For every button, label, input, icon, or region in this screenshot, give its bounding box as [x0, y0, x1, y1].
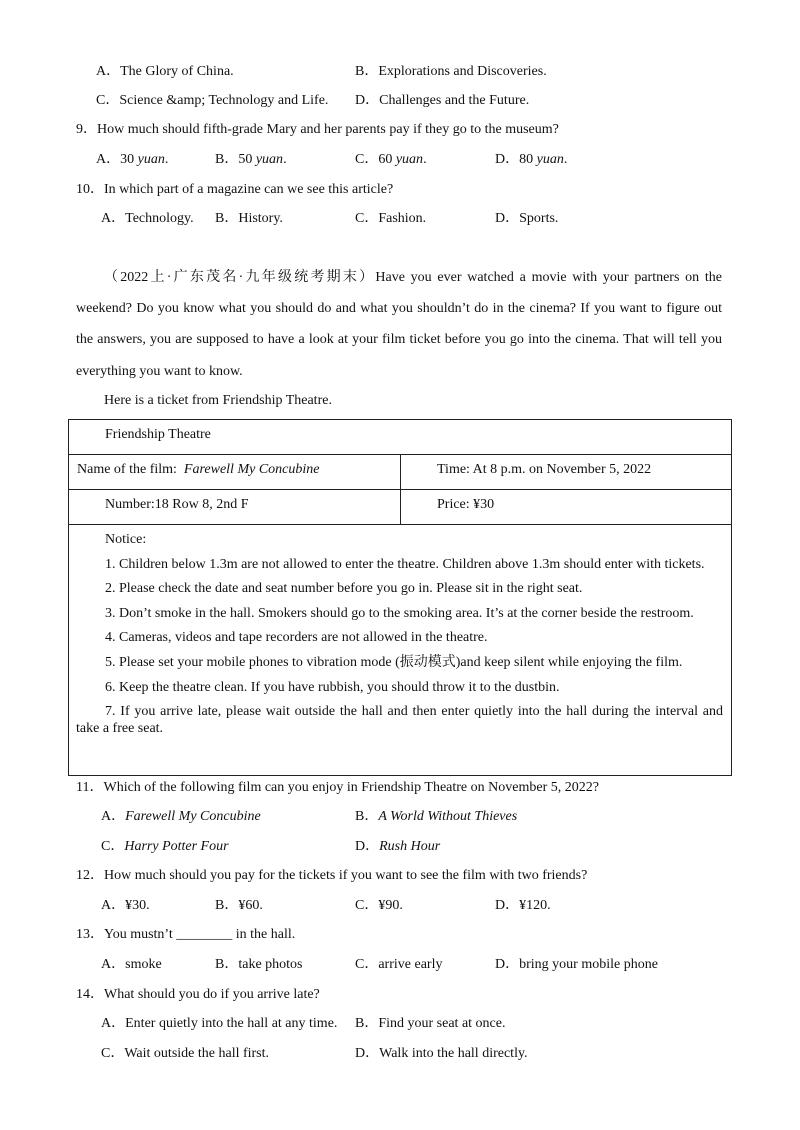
ticket-seat-number: Number:18 Row 8, 2nd F	[105, 497, 249, 512]
notice-item: 2. Please check the date and seat number before you go in. Please sit in the right seat.	[105, 581, 583, 596]
q13-option-b: B．take photos	[215, 957, 303, 972]
ticket-price: Price: ¥30	[437, 497, 495, 512]
film-name: Farewell My Concubine	[183, 462, 320, 477]
q8-option-b: B．Explorations and Discoveries.	[355, 64, 547, 79]
q13-stem: 13．You mustn’t ________ in the hall.	[76, 927, 296, 942]
ticket-price-cell	[401, 490, 732, 525]
q10-option-a: A．Technology.	[101, 211, 194, 226]
notice-item: 5. Please set your mobile phones to vibration mode (振动模式)and keep silent while enjoying the film.	[105, 655, 683, 670]
q11-option-b: B．A World Without Thieves	[355, 809, 518, 824]
q14-stem: 14．What should you do if you arrive late?	[76, 987, 320, 1002]
q12-option-b: B．¥60.	[215, 898, 263, 913]
q11-option-c: C．Harry Potter Four	[101, 839, 229, 854]
q13-option-a: A．smoke	[101, 957, 162, 972]
passage-line: weekend? Do you know what you should do and what you shouldn’t do in the cinema? If you want to figure out	[76, 301, 722, 316]
q11-option-d: D．Rush Hour	[355, 839, 441, 854]
ticket-number-cell	[69, 490, 401, 525]
q14-option-c: C．Wait outside the hall first.	[101, 1046, 270, 1061]
ticket-header-cell	[69, 420, 732, 455]
notice-item-continued: take a free seat.	[76, 721, 164, 736]
film-label: Name of the film:	[77, 462, 177, 477]
q9-option-b: B．50 yuan.	[215, 152, 287, 167]
q13-option-c: C．arrive early	[355, 957, 443, 972]
q14-option-d: D．Walk into the hall directly.	[355, 1046, 528, 1061]
q11-stem: 11．Which of the following film can you enjoy in Friendship Theatre on November 5, 2022?	[76, 780, 599, 795]
ticket-time: Time: At 8 p.m. on November 5, 2022	[437, 462, 652, 477]
q11-option-a: A．Farewell My Concubine	[101, 809, 261, 824]
passage-line: the answers, you are supposed to have a look at your film ticket before you go into the cinema. That will tell you	[76, 332, 722, 347]
ticket-film-cell	[69, 455, 401, 490]
ticket-time-cell	[401, 455, 732, 490]
ticket-table	[68, 419, 732, 776]
notice-item: 6. Keep the theatre clean. If you have rubbish, you should throw it to the dustbin.	[105, 680, 560, 695]
ticket-theatre-name: Friendship Theatre	[105, 427, 211, 442]
q8-option-c: C．Science &amp; Technology and Life.	[96, 93, 329, 108]
q8-option-d: D．Challenges and the Future.	[355, 93, 530, 108]
q9-stem: 9．How much should fifth-grade Mary and her parents pay if they go to the museum?	[76, 122, 559, 137]
q14-option-b: B．Find your seat at once.	[355, 1016, 506, 1031]
q12-option-d: D．¥120.	[495, 898, 551, 913]
reading-passage	[76, 269, 722, 389]
q10-stem: 10．In which part of a magazine can we see this article?	[76, 182, 394, 197]
notice-item: 3. Don’t smoke in the hall. Smokers should go to the smoking area. It’s at the corner beside the restroom.	[105, 606, 694, 621]
q9-option-c: C．60 yuan.	[355, 152, 427, 167]
ticket-notice-cell	[69, 525, 732, 776]
passage-intro: Here is a ticket from Friendship Theatre.	[104, 393, 332, 408]
q10-option-b: B．History.	[215, 211, 283, 226]
q9-option-d: D．80 yuan.	[495, 152, 568, 167]
q13-option-d: D．bring your mobile phone	[495, 957, 658, 972]
q12-stem: 12．How much should you pay for the tickets if you want to see the film with two friends?	[76, 868, 588, 883]
q12-option-a: A．¥30.	[101, 898, 150, 913]
q12-option-c: C．¥90.	[355, 898, 403, 913]
q8-option-a: A．The Glory of China.	[96, 64, 234, 79]
q9-option-a: A．30 yuan.	[96, 152, 169, 167]
notice-item: 4. Cameras, videos and tape recorders are not allowed in the theatre.	[105, 630, 488, 645]
q10-option-c: C．Fashion.	[355, 211, 427, 226]
notice-item: 1. Children below 1.3m are not allowed to enter the theatre. Children above 1.3m should enter with tickets.	[105, 557, 705, 572]
notice-title: Notice:	[105, 532, 147, 547]
q14-option-a: A．Enter quietly into the hall at any time.	[101, 1016, 338, 1031]
passage-line: （2022上·广东茂名·九年级统考期末）Have you ever watched a movie with your partners on the	[104, 270, 722, 285]
q10-option-d: D．Sports.	[495, 211, 559, 226]
passage-line: everything you want to know.	[76, 364, 243, 379]
notice-item: 7. If you arrive late, please wait outside the hall and then enter quietly into the hall during the interval and	[105, 704, 723, 719]
